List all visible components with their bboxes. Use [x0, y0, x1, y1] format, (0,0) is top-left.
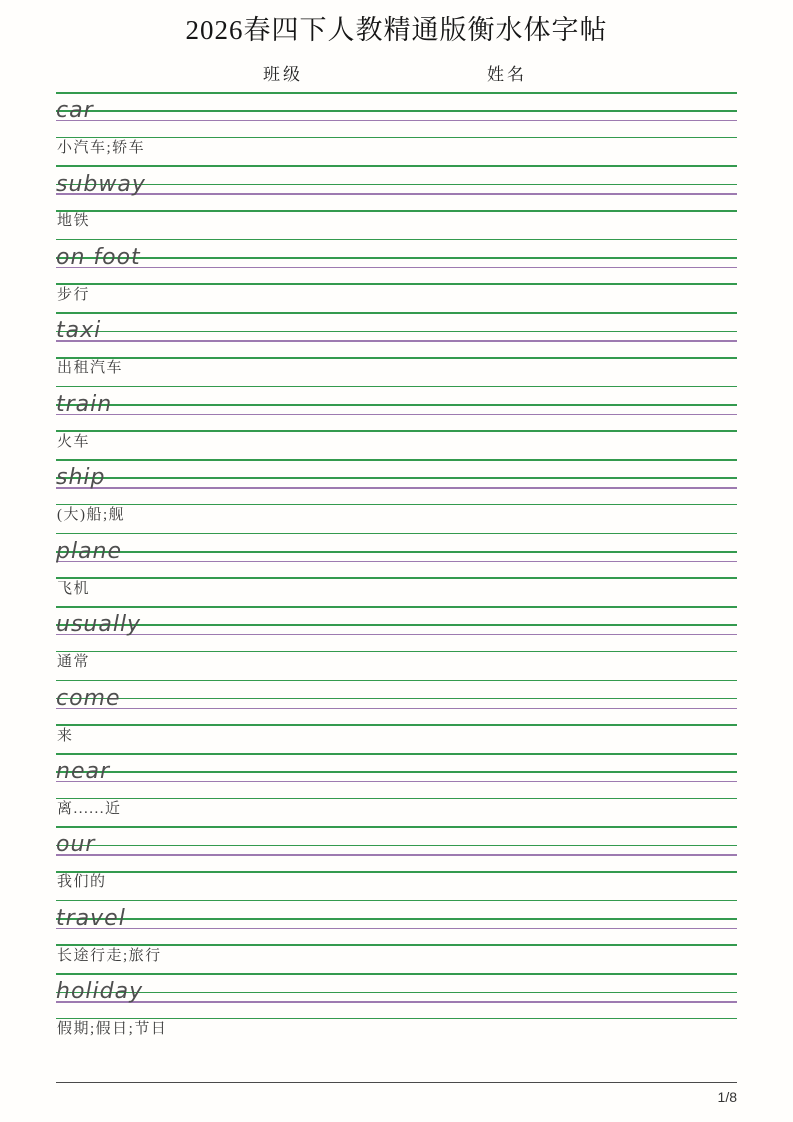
guide-line-upper-mid	[56, 110, 737, 112]
guide-line-baseline	[56, 781, 737, 782]
guide-line-upper-mid	[56, 845, 737, 847]
guide-line-top	[56, 753, 737, 755]
word-block	[56, 459, 737, 532]
guide-line-baseline	[56, 928, 737, 929]
guide-line-baseline	[56, 414, 737, 415]
chinese-translation: 长途行走;旅行	[57, 947, 162, 964]
word-block	[56, 92, 737, 165]
guide-line-baseline	[56, 193, 737, 194]
word-block	[56, 606, 737, 679]
guide-line-top	[56, 826, 737, 828]
word-block	[56, 826, 737, 899]
guide-line-bottom	[56, 1018, 737, 1020]
chinese-translation: 假期;假日;节日	[57, 1021, 168, 1038]
chinese-translation: 离......近	[57, 800, 122, 817]
guide-line-upper-mid	[56, 992, 737, 994]
english-word: our	[56, 832, 96, 858]
guide-line-baseline	[56, 708, 737, 709]
chinese-translation: 来	[57, 727, 74, 744]
word-block	[56, 680, 737, 753]
guide-line-upper-mid	[56, 624, 737, 626]
guide-line-bottom	[56, 357, 737, 359]
guide-line-upper-mid	[56, 771, 737, 773]
guide-line-bottom	[56, 871, 737, 873]
guide-line-bottom	[56, 430, 737, 432]
guide-line-top	[56, 606, 737, 608]
guide-line-bottom	[56, 798, 737, 800]
english-word: usually	[56, 612, 142, 638]
english-word: car	[56, 98, 94, 124]
guide-line-top	[56, 312, 737, 314]
word-block	[56, 900, 737, 973]
chinese-translation: 地铁	[57, 213, 91, 230]
chinese-translation: 火车	[57, 433, 91, 450]
english-word: subway	[56, 171, 146, 197]
chinese-translation: 通常	[57, 654, 91, 671]
guide-line-top	[56, 459, 737, 461]
guide-line-top	[56, 900, 737, 902]
guide-line-upper-mid	[56, 257, 737, 259]
guide-line-top	[56, 533, 737, 535]
english-word: train	[56, 391, 113, 417]
guide-line-upper-mid	[56, 184, 737, 186]
word-block	[56, 165, 737, 238]
chinese-translation: 小汽车;轿车	[57, 140, 146, 156]
guide-line-bottom	[56, 283, 737, 285]
guide-line-bottom	[56, 651, 737, 653]
guide-line-top	[56, 973, 737, 975]
guide-line-baseline	[56, 267, 737, 268]
english-word: near	[56, 759, 111, 785]
english-word: plane	[56, 538, 123, 564]
guide-line-top	[56, 165, 737, 167]
word-list	[56, 92, 737, 1047]
guide-line-bottom	[56, 724, 737, 726]
english-word: holiday	[56, 979, 144, 1005]
guide-line-upper-mid	[56, 331, 737, 333]
english-word: come	[56, 685, 121, 711]
guide-line-top	[56, 239, 737, 241]
chinese-translation: 我们的	[57, 874, 107, 891]
guide-line-upper-mid	[56, 477, 737, 479]
word-block	[56, 753, 737, 826]
word-block	[56, 239, 737, 312]
guide-line-bottom	[56, 210, 737, 212]
chinese-translation: (大)船;舰	[57, 507, 126, 524]
class-label: 班级	[263, 65, 303, 84]
guide-line-baseline	[56, 854, 737, 855]
guide-line-baseline	[56, 340, 737, 341]
guide-line-baseline	[56, 1001, 737, 1002]
guide-line-baseline	[56, 561, 737, 562]
guide-line-top	[56, 680, 737, 682]
guide-line-bottom	[56, 944, 737, 946]
word-block	[56, 533, 737, 606]
chinese-translation: 飞机	[57, 580, 91, 597]
word-block	[56, 312, 737, 385]
guide-line-baseline	[56, 120, 737, 121]
page-title: 2026春四下人教精通版衡水体字帖	[185, 15, 608, 45]
guide-line-baseline	[56, 487, 737, 488]
word-block	[56, 973, 737, 1046]
guide-line-bottom	[56, 137, 737, 139]
english-word: travel	[56, 905, 126, 931]
guide-line-upper-mid	[56, 918, 737, 920]
guide-line-bottom	[56, 577, 737, 579]
guide-line-upper-mid	[56, 404, 737, 406]
english-word: taxi	[56, 318, 102, 344]
page-number: 1/8	[717, 1089, 737, 1105]
name-label: 姓名	[487, 65, 527, 84]
guide-line-upper-mid	[56, 698, 737, 700]
footer-divider	[56, 1082, 737, 1083]
guide-line-top	[56, 386, 737, 388]
word-block	[56, 386, 737, 459]
guide-line-upper-mid	[56, 551, 737, 553]
guide-line-bottom	[56, 504, 737, 506]
chinese-translation: 步行	[57, 286, 91, 303]
guide-line-baseline	[56, 634, 737, 635]
english-word: ship	[56, 465, 106, 491]
english-word: on foot	[56, 244, 141, 270]
chinese-translation: 出租汽车	[57, 360, 124, 377]
guide-line-top	[56, 92, 737, 94]
